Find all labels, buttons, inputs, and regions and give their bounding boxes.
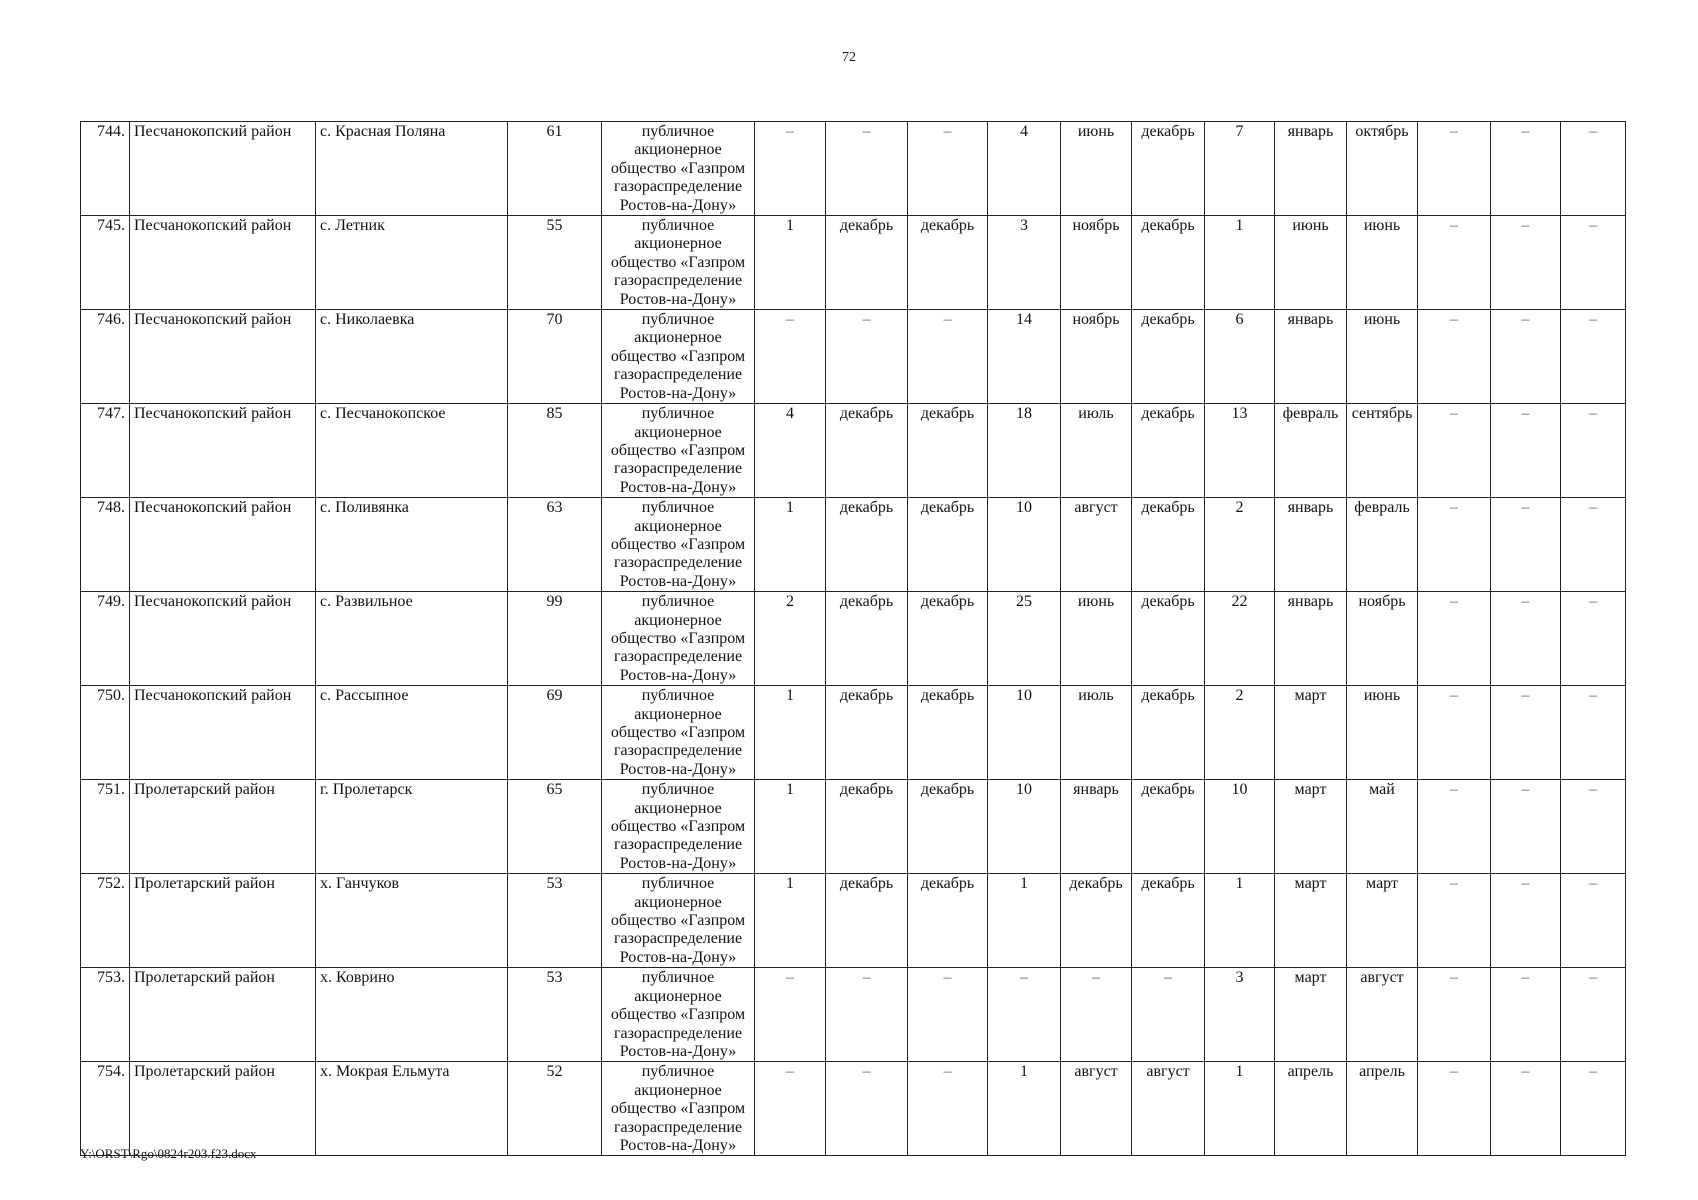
cell-value-4: 18 bbox=[988, 404, 1061, 498]
cell-value-9: сентябрь bbox=[1347, 404, 1418, 498]
cell-settlement: с. Красная Поляна bbox=[316, 122, 508, 216]
cell-value-8: июнь bbox=[1275, 216, 1347, 310]
cell-settlement: с. Летник bbox=[316, 216, 508, 310]
cell-value-7: 6 bbox=[1205, 310, 1275, 404]
cell-value-10: – bbox=[1418, 592, 1491, 686]
cell-value-11: – bbox=[1491, 780, 1561, 874]
cell-organization: публичное акционерное общество «Газпром газораспределение Ростов-на-Дону» bbox=[602, 216, 755, 310]
cell-value-8: апрель bbox=[1275, 1062, 1347, 1156]
cell-number: 749. bbox=[81, 592, 130, 686]
cell-value-2: – bbox=[826, 122, 908, 216]
cell-value-9: июнь bbox=[1347, 686, 1418, 780]
data-table bbox=[80, 121, 1626, 1156]
cell-district: Пролетарский район bbox=[130, 968, 316, 1062]
cell-organization: публичное акционерное общество «Газпром газораспределение Ростов-на-Дону» bbox=[602, 686, 755, 780]
cell-value-12: – bbox=[1561, 122, 1626, 216]
cell-value-3: декабрь bbox=[908, 404, 988, 498]
cell-value-2: декабрь bbox=[826, 592, 908, 686]
cell-count: 65 bbox=[508, 780, 602, 874]
cell-count: 53 bbox=[508, 968, 602, 1062]
cell-count: 63 bbox=[508, 498, 602, 592]
cell-value-6: декабрь bbox=[1132, 310, 1205, 404]
cell-value-9: апрель bbox=[1347, 1062, 1418, 1156]
cell-value-2: декабрь bbox=[826, 404, 908, 498]
cell-value-1: 1 bbox=[755, 780, 826, 874]
cell-value-5: – bbox=[1061, 968, 1132, 1062]
cell-value-5: июнь bbox=[1061, 592, 1132, 686]
cell-value-11: – bbox=[1491, 686, 1561, 780]
cell-number: 754. bbox=[81, 1062, 130, 1156]
cell-value-10: – bbox=[1418, 1062, 1491, 1156]
cell-value-11: – bbox=[1491, 216, 1561, 310]
cell-value-10: – bbox=[1418, 686, 1491, 780]
cell-value-6: декабрь bbox=[1132, 592, 1205, 686]
cell-value-7: 1 bbox=[1205, 1062, 1275, 1156]
cell-value-12: – bbox=[1561, 1062, 1626, 1156]
cell-value-6: декабрь bbox=[1132, 686, 1205, 780]
cell-value-8: март bbox=[1275, 968, 1347, 1062]
cell-value-4: – bbox=[988, 968, 1061, 1062]
cell-value-6: декабрь bbox=[1132, 404, 1205, 498]
cell-value-6: декабрь bbox=[1132, 874, 1205, 968]
cell-value-12: – bbox=[1561, 404, 1626, 498]
table-row bbox=[81, 122, 1626, 216]
cell-organization: публичное акционерное общество «Газпром газораспределение Ростов-на-Дону» bbox=[602, 404, 755, 498]
cell-value-9: март bbox=[1347, 874, 1418, 968]
cell-value-8: январь bbox=[1275, 122, 1347, 216]
cell-value-12: – bbox=[1561, 968, 1626, 1062]
cell-value-10: – bbox=[1418, 310, 1491, 404]
cell-organization: публичное акционерное общество «Газпром газораспределение Ростов-на-Дону» bbox=[602, 122, 755, 216]
cell-value-1: 2 bbox=[755, 592, 826, 686]
cell-organization: публичное акционерное общество «Газпром газораспределение Ростов-на-Дону» bbox=[602, 874, 755, 968]
cell-value-12: – bbox=[1561, 592, 1626, 686]
cell-number: 748. bbox=[81, 498, 130, 592]
cell-value-12: – bbox=[1561, 780, 1626, 874]
table-row bbox=[81, 216, 1626, 310]
cell-number: 753. bbox=[81, 968, 130, 1062]
cell-value-6: декабрь bbox=[1132, 780, 1205, 874]
cell-value-3: декабрь bbox=[908, 498, 988, 592]
cell-value-7: 1 bbox=[1205, 874, 1275, 968]
cell-value-9: август bbox=[1347, 968, 1418, 1062]
cell-value-7: 22 bbox=[1205, 592, 1275, 686]
cell-value-7: 13 bbox=[1205, 404, 1275, 498]
cell-count: 99 bbox=[508, 592, 602, 686]
cell-value-2: – bbox=[826, 968, 908, 1062]
footer-file-path: Y:\ORST\Rgo\0824r203.f23.docx bbox=[80, 1146, 257, 1161]
cell-value-12: – bbox=[1561, 686, 1626, 780]
cell-district: Пролетарский район bbox=[130, 1062, 316, 1156]
cell-value-11: – bbox=[1491, 874, 1561, 968]
cell-value-4: 10 bbox=[988, 780, 1061, 874]
cell-value-1: 1 bbox=[755, 874, 826, 968]
cell-value-3: – bbox=[908, 1062, 988, 1156]
cell-value-5: август bbox=[1061, 1062, 1132, 1156]
cell-count: 85 bbox=[508, 404, 602, 498]
cell-value-10: – bbox=[1418, 122, 1491, 216]
cell-district: Песчанокопский район bbox=[130, 498, 316, 592]
cell-value-9: май bbox=[1347, 780, 1418, 874]
cell-value-8: январь bbox=[1275, 498, 1347, 592]
cell-value-7: 2 bbox=[1205, 498, 1275, 592]
cell-value-5: декабрь bbox=[1061, 874, 1132, 968]
cell-number: 745. bbox=[81, 216, 130, 310]
cell-count: 55 bbox=[508, 216, 602, 310]
cell-value-12: – bbox=[1561, 874, 1626, 968]
cell-settlement: х. Ганчуков bbox=[316, 874, 508, 968]
cell-value-1: – bbox=[755, 310, 826, 404]
cell-value-2: декабрь bbox=[826, 216, 908, 310]
cell-value-10: – bbox=[1418, 780, 1491, 874]
cell-value-10: – bbox=[1418, 498, 1491, 592]
cell-settlement: с. Развильное bbox=[316, 592, 508, 686]
cell-organization: публичное акционерное общество «Газпром газораспределение Ростов-на-Дону» bbox=[602, 498, 755, 592]
cell-value-9: ноябрь bbox=[1347, 592, 1418, 686]
cell-value-8: февраль bbox=[1275, 404, 1347, 498]
cell-value-10: – bbox=[1418, 216, 1491, 310]
cell-settlement: с. Песчанокопское bbox=[316, 404, 508, 498]
cell-value-4: 25 bbox=[988, 592, 1061, 686]
cell-number: 746. bbox=[81, 310, 130, 404]
cell-value-1: 1 bbox=[755, 216, 826, 310]
table-row bbox=[81, 592, 1626, 686]
cell-settlement: г. Пролетарск bbox=[316, 780, 508, 874]
cell-value-3: – bbox=[908, 122, 988, 216]
cell-value-1: 1 bbox=[755, 686, 826, 780]
cell-district: Пролетарский район bbox=[130, 780, 316, 874]
cell-count: 53 bbox=[508, 874, 602, 968]
cell-value-1: – bbox=[755, 968, 826, 1062]
cell-value-10: – bbox=[1418, 404, 1491, 498]
cell-value-11: – bbox=[1491, 404, 1561, 498]
cell-value-4: 14 bbox=[988, 310, 1061, 404]
cell-value-12: – bbox=[1561, 498, 1626, 592]
cell-value-3: – bbox=[908, 968, 988, 1062]
cell-settlement: х. Мокрая Ельмута bbox=[316, 1062, 508, 1156]
table-row bbox=[81, 968, 1626, 1062]
cell-value-10: – bbox=[1418, 874, 1491, 968]
cell-number: 751. bbox=[81, 780, 130, 874]
cell-settlement: с. Поливянка bbox=[316, 498, 508, 592]
cell-value-11: – bbox=[1491, 1062, 1561, 1156]
cell-value-7: 7 bbox=[1205, 122, 1275, 216]
cell-district: Пролетарский район bbox=[130, 874, 316, 968]
cell-value-3: – bbox=[908, 310, 988, 404]
table-row bbox=[81, 404, 1626, 498]
cell-value-11: – bbox=[1491, 310, 1561, 404]
cell-value-3: декабрь bbox=[908, 592, 988, 686]
table-row bbox=[81, 874, 1626, 968]
cell-value-4: 4 bbox=[988, 122, 1061, 216]
cell-value-9: октябрь bbox=[1347, 122, 1418, 216]
cell-district: Песчанокопский район bbox=[130, 122, 316, 216]
table-row bbox=[81, 686, 1626, 780]
cell-organization: публичное акционерное общество «Газпром газораспределение Ростов-на-Дону» bbox=[602, 968, 755, 1062]
cell-value-5: январь bbox=[1061, 780, 1132, 874]
cell-value-5: июль bbox=[1061, 404, 1132, 498]
cell-value-3: декабрь bbox=[908, 874, 988, 968]
cell-value-11: – bbox=[1491, 968, 1561, 1062]
cell-value-8: март bbox=[1275, 686, 1347, 780]
cell-value-2: декабрь bbox=[826, 874, 908, 968]
cell-value-2: – bbox=[826, 310, 908, 404]
cell-value-3: декабрь bbox=[908, 780, 988, 874]
cell-organization: публичное акционерное общество «Газпром газораспределение Ростов-на-Дону» bbox=[602, 1062, 755, 1156]
cell-value-4: 1 bbox=[988, 1062, 1061, 1156]
cell-value-11: – bbox=[1491, 498, 1561, 592]
cell-value-5: ноябрь bbox=[1061, 310, 1132, 404]
cell-value-2: декабрь bbox=[826, 498, 908, 592]
cell-value-8: январь bbox=[1275, 592, 1347, 686]
cell-district: Песчанокопский район bbox=[130, 592, 316, 686]
cell-value-12: – bbox=[1561, 310, 1626, 404]
cell-district: Песчанокопский район bbox=[130, 686, 316, 780]
cell-value-8: январь bbox=[1275, 310, 1347, 404]
cell-organization: публичное акционерное общество «Газпром газораспределение Ростов-на-Дону» bbox=[602, 310, 755, 404]
cell-value-4: 10 bbox=[988, 498, 1061, 592]
cell-count: 69 bbox=[508, 686, 602, 780]
cell-value-3: декабрь bbox=[908, 686, 988, 780]
cell-value-4: 10 bbox=[988, 686, 1061, 780]
cell-value-2: – bbox=[826, 1062, 908, 1156]
cell-value-1: 4 bbox=[755, 404, 826, 498]
table-row bbox=[81, 498, 1626, 592]
cell-district: Песчанокопский район bbox=[130, 310, 316, 404]
cell-value-6: декабрь bbox=[1132, 122, 1205, 216]
cell-organization: публичное акционерное общество «Газпром газораспределение Ростов-на-Дону» bbox=[602, 780, 755, 874]
cell-value-3: декабрь bbox=[908, 216, 988, 310]
cell-value-4: 1 bbox=[988, 874, 1061, 968]
cell-value-4: 3 bbox=[988, 216, 1061, 310]
cell-value-2: декабрь bbox=[826, 780, 908, 874]
cell-value-11: – bbox=[1491, 592, 1561, 686]
cell-value-1: – bbox=[755, 1062, 826, 1156]
cell-value-7: 2 bbox=[1205, 686, 1275, 780]
cell-value-5: июнь bbox=[1061, 122, 1132, 216]
page-number: 72 bbox=[842, 50, 856, 65]
cell-value-9: июнь bbox=[1347, 310, 1418, 404]
cell-value-8: март bbox=[1275, 874, 1347, 968]
cell-count: 70 bbox=[508, 310, 602, 404]
cell-number: 744. bbox=[81, 122, 130, 216]
cell-district: Песчанокопский район bbox=[130, 216, 316, 310]
cell-value-1: 1 bbox=[755, 498, 826, 592]
cell-value-5: август bbox=[1061, 498, 1132, 592]
cell-value-5: ноябрь bbox=[1061, 216, 1132, 310]
cell-settlement: х. Коврино bbox=[316, 968, 508, 1062]
cell-value-7: 1 bbox=[1205, 216, 1275, 310]
cell-value-2: декабрь bbox=[826, 686, 908, 780]
cell-count: 61 bbox=[508, 122, 602, 216]
cell-value-8: март bbox=[1275, 780, 1347, 874]
cell-settlement: с. Николаевка bbox=[316, 310, 508, 404]
cell-district: Песчанокопский район bbox=[130, 404, 316, 498]
cell-number: 750. bbox=[81, 686, 130, 780]
cell-value-1: – bbox=[755, 122, 826, 216]
cell-value-7: 10 bbox=[1205, 780, 1275, 874]
cell-value-7: 3 bbox=[1205, 968, 1275, 1062]
cell-value-6: – bbox=[1132, 968, 1205, 1062]
cell-count: 52 bbox=[508, 1062, 602, 1156]
cell-value-11: – bbox=[1491, 122, 1561, 216]
cell-value-6: август bbox=[1132, 1062, 1205, 1156]
cell-value-6: декабрь bbox=[1132, 498, 1205, 592]
cell-value-9: февраль bbox=[1347, 498, 1418, 592]
cell-value-5: июль bbox=[1061, 686, 1132, 780]
cell-settlement: с. Рассыпное bbox=[316, 686, 508, 780]
cell-organization: публичное акционерное общество «Газпром газораспределение Ростов-на-Дону» bbox=[602, 592, 755, 686]
cell-value-6: декабрь bbox=[1132, 216, 1205, 310]
cell-value-10: – bbox=[1418, 968, 1491, 1062]
cell-number: 752. bbox=[81, 874, 130, 968]
table-row bbox=[81, 1062, 1626, 1156]
table-row bbox=[81, 780, 1626, 874]
table-body bbox=[81, 122, 1626, 1156]
cell-value-12: – bbox=[1561, 216, 1626, 310]
cell-number: 747. bbox=[81, 404, 130, 498]
table-row bbox=[81, 310, 1626, 404]
cell-value-9: июнь bbox=[1347, 216, 1418, 310]
